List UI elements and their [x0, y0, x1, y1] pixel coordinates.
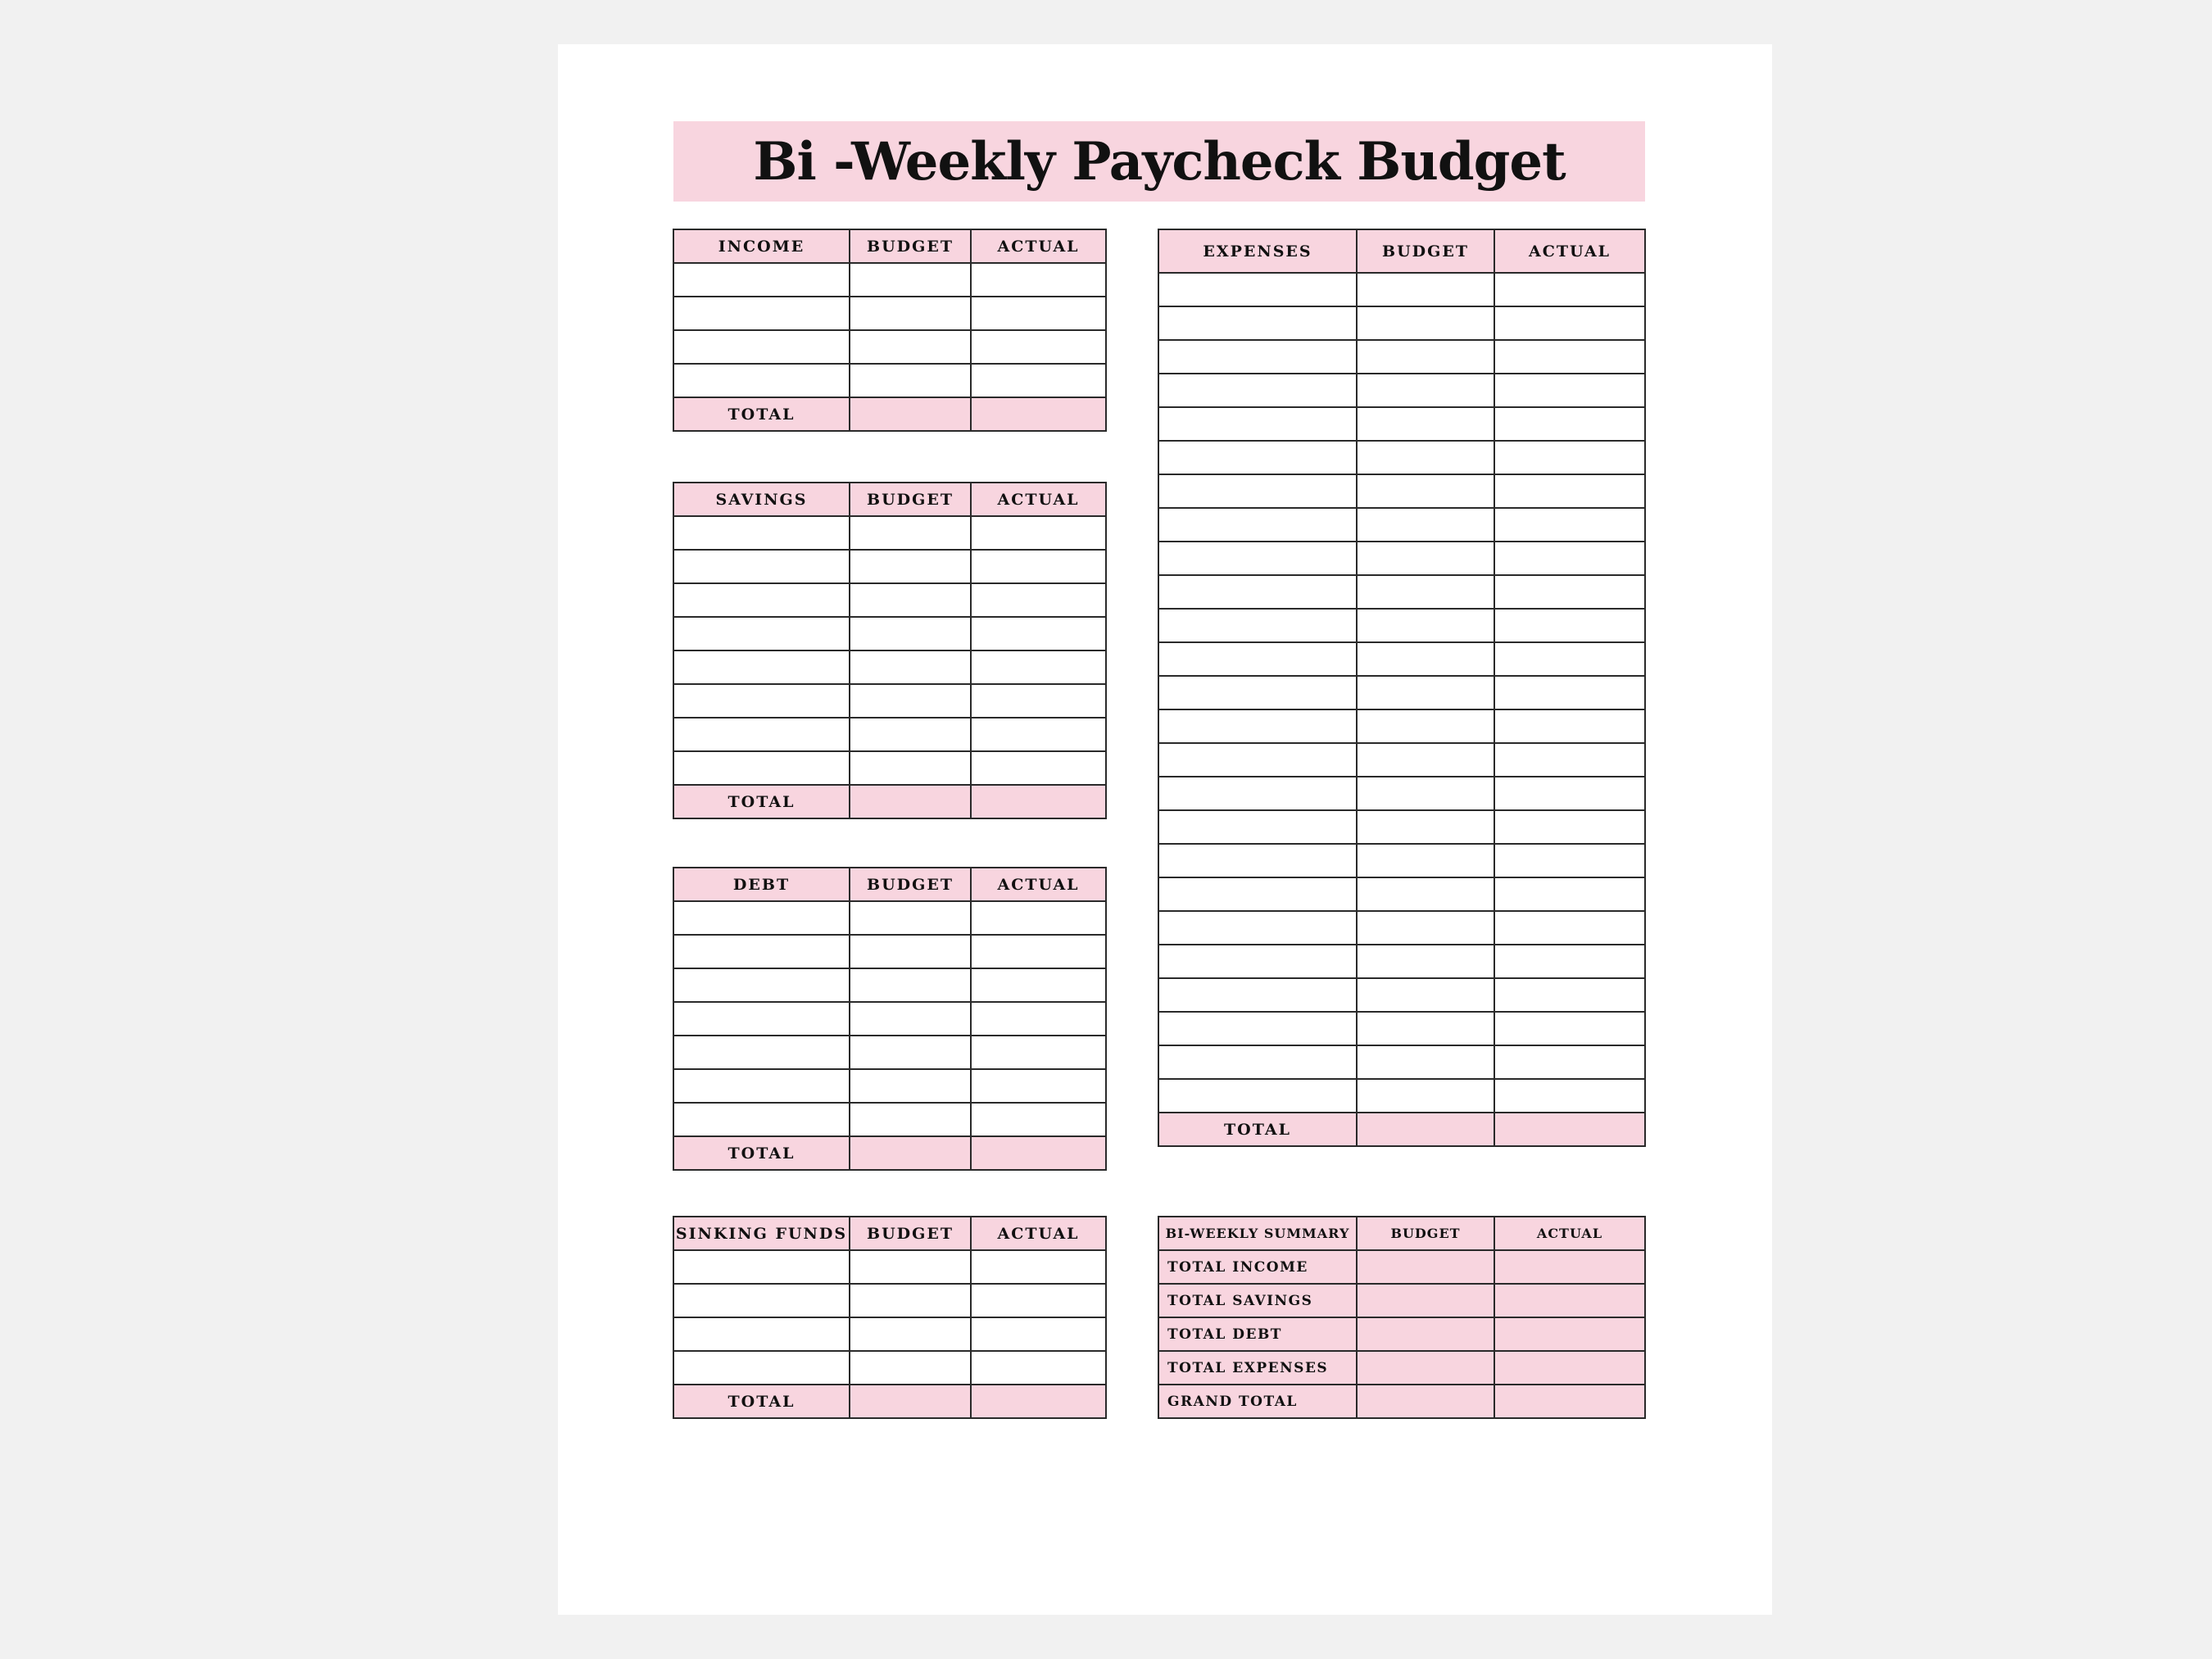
expenses-budget-cell[interactable]	[1357, 1079, 1494, 1113]
debt-row	[673, 935, 1106, 968]
expenses-budget-cell[interactable]	[1357, 474, 1494, 508]
savings-actual-cell[interactable]	[971, 550, 1106, 583]
expenses-budget-cell[interactable]	[1357, 676, 1494, 709]
summary-total-income-actual-cell[interactable]	[1494, 1250, 1645, 1284]
savings-row	[673, 684, 1106, 718]
expenses-actual-cell[interactable]	[1494, 1045, 1645, 1079]
expenses-row	[1158, 743, 1645, 777]
debt-budget-cell[interactable]	[850, 935, 971, 968]
expenses-table	[1158, 229, 1646, 1147]
sinking-funds-total-row	[673, 1385, 1106, 1418]
expenses-header: EXPENSES	[1158, 229, 1357, 273]
expenses-budget-cell[interactable]	[1357, 810, 1494, 844]
expenses-actual-cell[interactable]	[1494, 273, 1645, 306]
sinking-funds-budget-cell[interactable]	[850, 1317, 971, 1351]
expenses-actual-cell[interactable]	[1494, 575, 1645, 609]
debt-row	[673, 968, 1106, 1002]
expenses-item-cell[interactable]	[1158, 642, 1357, 676]
summary-total-debt-budget-cell[interactable]	[1357, 1317, 1494, 1351]
expenses-budget-cell[interactable]	[1357, 542, 1494, 575]
expenses-actual-cell[interactable]	[1494, 1079, 1645, 1113]
expenses-row	[1158, 844, 1645, 877]
savings-item-cell[interactable]	[673, 617, 850, 650]
sinking-funds-row	[673, 1351, 1106, 1385]
debt-row	[673, 1002, 1106, 1036]
sinking-funds-total-label: TOTAL	[673, 1385, 850, 1418]
summary-total-expenses-label: TOTAL EXPENSES	[1158, 1351, 1357, 1385]
expenses-row	[1158, 777, 1645, 810]
expenses-actual-cell[interactable]	[1494, 474, 1645, 508]
income-item-cell[interactable]	[673, 364, 850, 397]
income-row	[673, 297, 1106, 330]
debt-budget-cell[interactable]	[850, 1069, 971, 1103]
debt-item-cell[interactable]	[673, 1002, 850, 1036]
debt-total-budget-cell[interactable]	[850, 1136, 971, 1170]
page-title: Bi -Weekly Paycheck Budget	[753, 130, 1566, 193]
sinking-funds-table	[673, 1216, 1107, 1419]
debt-row	[673, 1069, 1106, 1103]
expenses-item-cell[interactable]	[1158, 810, 1357, 844]
debt-budget-cell[interactable]	[850, 1103, 971, 1136]
savings-actual-cell[interactable]	[971, 516, 1106, 550]
savings-actual-cell[interactable]	[971, 583, 1106, 617]
income-total-actual-cell[interactable]	[971, 397, 1106, 431]
expenses-actual-cell[interactable]	[1494, 306, 1645, 340]
summary-header: BI-WEEKLY SUMMARY	[1158, 1217, 1357, 1250]
expenses-row	[1158, 1079, 1645, 1113]
expenses-item-cell[interactable]	[1158, 877, 1357, 911]
expenses-item-cell[interactable]	[1158, 609, 1357, 642]
debt-actual-cell[interactable]	[971, 1103, 1106, 1136]
income-header: INCOME	[673, 229, 850, 263]
expenses-row	[1158, 877, 1645, 911]
savings-row	[673, 650, 1106, 684]
income-budget-cell[interactable]	[850, 364, 971, 397]
expenses-actual-cell[interactable]	[1494, 709, 1645, 743]
expenses-row	[1158, 609, 1645, 642]
debt-header: DEBT	[673, 868, 850, 901]
savings-total-label: TOTAL	[673, 785, 850, 818]
expenses-row	[1158, 709, 1645, 743]
debt-row	[673, 1103, 1106, 1136]
income-item-cell[interactable]	[673, 297, 850, 330]
sinking-funds-row	[673, 1317, 1106, 1351]
expenses-row	[1158, 542, 1645, 575]
expenses-budget-cell[interactable]	[1357, 407, 1494, 441]
summary-grand-total-budget-cell[interactable]	[1357, 1385, 1494, 1418]
expenses-budget-cell[interactable]	[1357, 508, 1494, 542]
savings-actual-cell[interactable]	[971, 650, 1106, 684]
savings-table	[673, 482, 1107, 819]
expenses-actual-cell[interactable]	[1494, 945, 1645, 978]
income-row	[673, 364, 1106, 397]
expenses-item-cell[interactable]	[1158, 844, 1357, 877]
debt-item-cell[interactable]	[673, 935, 850, 968]
expenses-row	[1158, 945, 1645, 978]
savings-row	[673, 617, 1106, 650]
savings-item-cell[interactable]	[673, 550, 850, 583]
expenses-budget-cell[interactable]	[1357, 575, 1494, 609]
savings-item-cell[interactable]	[673, 650, 850, 684]
expenses-budget-cell[interactable]	[1357, 1045, 1494, 1079]
savings-row	[673, 751, 1106, 785]
expenses-total-budget-cell[interactable]	[1357, 1113, 1494, 1146]
expenses-budget-cell[interactable]	[1357, 374, 1494, 407]
savings-budget-header: BUDGET	[850, 483, 971, 516]
summary-row	[1158, 1284, 1645, 1317]
sinking-funds-total-actual-cell[interactable]	[971, 1385, 1106, 1418]
expenses-item-cell[interactable]	[1158, 1045, 1357, 1079]
savings-total-budget-cell[interactable]	[850, 785, 971, 818]
expenses-budget-cell[interactable]	[1357, 978, 1494, 1012]
expenses-row	[1158, 273, 1645, 306]
expenses-actual-cell[interactable]	[1494, 407, 1645, 441]
summary-total-debt-actual-cell[interactable]	[1494, 1317, 1645, 1351]
expenses-budget-cell[interactable]	[1357, 777, 1494, 810]
expenses-row	[1158, 642, 1645, 676]
debt-total-row	[673, 1136, 1106, 1170]
summary-row	[1158, 1351, 1645, 1385]
expenses-row	[1158, 1012, 1645, 1045]
debt-actual-header: ACTUAL	[971, 868, 1106, 901]
summary-row	[1158, 1250, 1645, 1284]
sinking-funds-row	[673, 1250, 1106, 1284]
sinking-funds-budget-cell[interactable]	[850, 1351, 971, 1385]
expenses-item-cell[interactable]	[1158, 978, 1357, 1012]
savings-budget-cell[interactable]	[850, 718, 971, 751]
expenses-item-cell[interactable]	[1158, 676, 1357, 709]
savings-actual-header: ACTUAL	[971, 483, 1106, 516]
expenses-actual-cell[interactable]	[1494, 877, 1645, 911]
savings-row	[673, 516, 1106, 550]
debt-actual-cell[interactable]	[971, 1069, 1106, 1103]
debt-actual-cell[interactable]	[971, 935, 1106, 968]
expenses-actual-cell[interactable]	[1494, 508, 1645, 542]
expenses-budget-cell[interactable]	[1357, 306, 1494, 340]
income-budget-cell[interactable]	[850, 330, 971, 364]
expenses-actual-cell[interactable]	[1494, 978, 1645, 1012]
expenses-actual-cell[interactable]	[1494, 743, 1645, 777]
expenses-budget-header: BUDGET	[1357, 229, 1494, 273]
expenses-budget-cell[interactable]	[1357, 844, 1494, 877]
debt-budget-cell[interactable]	[850, 1002, 971, 1036]
summary-table	[1158, 1216, 1646, 1419]
expenses-row	[1158, 508, 1645, 542]
expenses-budget-cell[interactable]	[1357, 911, 1494, 945]
summary-total-income-label: TOTAL INCOME	[1158, 1250, 1357, 1284]
income-total-label: TOTAL	[673, 397, 850, 431]
expenses-item-cell[interactable]	[1158, 374, 1357, 407]
expenses-total-row	[1158, 1113, 1645, 1146]
debt-total-label: TOTAL	[673, 1136, 850, 1170]
savings-item-cell[interactable]	[673, 751, 850, 785]
expenses-actual-cell[interactable]	[1494, 676, 1645, 709]
debt-item-cell[interactable]	[673, 1103, 850, 1136]
expenses-row	[1158, 306, 1645, 340]
sinking-funds-actual-cell[interactable]	[971, 1317, 1106, 1351]
expenses-row	[1158, 407, 1645, 441]
summary-total-savings-budget-cell[interactable]	[1357, 1284, 1494, 1317]
savings-budget-cell[interactable]	[850, 617, 971, 650]
savings-budget-cell[interactable]	[850, 583, 971, 617]
expenses-item-cell[interactable]	[1158, 542, 1357, 575]
summary-total-expenses-budget-cell[interactable]	[1357, 1351, 1494, 1385]
expenses-actual-cell[interactable]	[1494, 609, 1645, 642]
expenses-row	[1158, 911, 1645, 945]
expenses-row	[1158, 474, 1645, 508]
savings-row	[673, 583, 1106, 617]
expenses-item-cell[interactable]	[1158, 743, 1357, 777]
savings-item-cell[interactable]	[673, 684, 850, 718]
income-item-cell[interactable]	[673, 330, 850, 364]
expenses-item-cell[interactable]	[1158, 407, 1357, 441]
expenses-budget-cell[interactable]	[1357, 709, 1494, 743]
savings-actual-cell[interactable]	[971, 617, 1106, 650]
income-item-cell[interactable]	[673, 263, 850, 297]
debt-row	[673, 901, 1106, 935]
expenses-budget-cell[interactable]	[1357, 609, 1494, 642]
expenses-item-cell[interactable]	[1158, 508, 1357, 542]
expenses-budget-cell[interactable]	[1357, 1012, 1494, 1045]
income-actual-cell[interactable]	[971, 297, 1106, 330]
income-budget-header: BUDGET	[850, 229, 971, 263]
income-budget-cell[interactable]	[850, 263, 971, 297]
debt-budget-cell[interactable]	[850, 1036, 971, 1069]
summary-total-income-budget-cell[interactable]	[1357, 1250, 1494, 1284]
savings-row	[673, 550, 1106, 583]
expenses-item-cell[interactable]	[1158, 945, 1357, 978]
savings-actual-cell[interactable]	[971, 684, 1106, 718]
sinking-funds-item-cell[interactable]	[673, 1317, 850, 1351]
savings-row	[673, 718, 1106, 751]
sinking-funds-item-cell[interactable]	[673, 1284, 850, 1317]
expenses-row	[1158, 441, 1645, 474]
expenses-budget-cell[interactable]	[1357, 441, 1494, 474]
savings-budget-cell[interactable]	[850, 516, 971, 550]
expenses-row	[1158, 1045, 1645, 1079]
sinking-funds-item-cell[interactable]	[673, 1351, 850, 1385]
expenses-budget-cell[interactable]	[1357, 945, 1494, 978]
expenses-actual-cell[interactable]	[1494, 810, 1645, 844]
debt-actual-cell[interactable]	[971, 968, 1106, 1002]
sinking-funds-actual-cell[interactable]	[971, 1250, 1106, 1284]
expenses-item-cell[interactable]	[1158, 1012, 1357, 1045]
sinking-funds-actual-cell[interactable]	[971, 1284, 1106, 1317]
debt-actual-cell[interactable]	[971, 901, 1106, 935]
debt-row	[673, 1036, 1106, 1069]
expenses-item-cell[interactable]	[1158, 1079, 1357, 1113]
income-actual-cell[interactable]	[971, 263, 1106, 297]
expenses-item-cell[interactable]	[1158, 306, 1357, 340]
income-row	[673, 263, 1106, 297]
expenses-actual-cell[interactable]	[1494, 441, 1645, 474]
income-row	[673, 330, 1106, 364]
debt-budget-header: BUDGET	[850, 868, 971, 901]
expenses-row	[1158, 978, 1645, 1012]
summary-total-savings-label: TOTAL SAVINGS	[1158, 1284, 1357, 1317]
sinking-funds-total-budget-cell[interactable]	[850, 1385, 971, 1418]
expenses-actual-cell[interactable]	[1494, 340, 1645, 374]
income-budget-cell[interactable]	[850, 297, 971, 330]
income-actual-cell[interactable]	[971, 330, 1106, 364]
debt-item-cell[interactable]	[673, 1069, 850, 1103]
income-actual-cell[interactable]	[971, 364, 1106, 397]
debt-item-cell[interactable]	[673, 968, 850, 1002]
sinking-funds-budget-cell[interactable]	[850, 1250, 971, 1284]
summary-grand-total-actual-cell[interactable]	[1494, 1385, 1645, 1418]
sinking-funds-row	[673, 1284, 1106, 1317]
expenses-actual-cell[interactable]	[1494, 911, 1645, 945]
savings-total-row	[673, 785, 1106, 818]
sinking-funds-actual-header: ACTUAL	[971, 1217, 1106, 1250]
summary-row	[1158, 1385, 1645, 1418]
summary-budget-header: BUDGET	[1357, 1217, 1494, 1250]
sinking-funds-actual-cell[interactable]	[971, 1351, 1106, 1385]
expenses-total-label: TOTAL	[1158, 1113, 1357, 1146]
title-band	[673, 121, 1645, 202]
summary-grand-total-label: GRAND TOTAL	[1158, 1385, 1357, 1418]
savings-item-cell[interactable]	[673, 516, 850, 550]
income-actual-header: ACTUAL	[971, 229, 1106, 263]
debt-item-cell[interactable]	[673, 901, 850, 935]
expenses-actual-cell[interactable]	[1494, 642, 1645, 676]
expenses-item-cell[interactable]	[1158, 911, 1357, 945]
debt-item-cell[interactable]	[673, 1036, 850, 1069]
savings-actual-cell[interactable]	[971, 718, 1106, 751]
expenses-actual-cell[interactable]	[1494, 1012, 1645, 1045]
expenses-budget-cell[interactable]	[1357, 642, 1494, 676]
expenses-item-cell[interactable]	[1158, 441, 1357, 474]
savings-budget-cell[interactable]	[850, 684, 971, 718]
summary-total-debt-label: TOTAL DEBT	[1158, 1317, 1357, 1351]
savings-budget-cell[interactable]	[850, 550, 971, 583]
summary-row	[1158, 1317, 1645, 1351]
expenses-total-actual-cell[interactable]	[1494, 1113, 1645, 1146]
sinking-funds-item-cell[interactable]	[673, 1250, 850, 1284]
debt-table	[673, 867, 1107, 1171]
savings-actual-cell[interactable]	[971, 751, 1106, 785]
debt-budget-cell[interactable]	[850, 901, 971, 935]
savings-item-cell[interactable]	[673, 718, 850, 751]
expenses-row	[1158, 575, 1645, 609]
sinking-funds-budget-header: BUDGET	[850, 1217, 971, 1250]
expenses-actual-cell[interactable]	[1494, 844, 1645, 877]
expenses-row	[1158, 810, 1645, 844]
savings-header: SAVINGS	[673, 483, 850, 516]
expenses-budget-cell[interactable]	[1357, 340, 1494, 374]
summary-total-expenses-actual-cell[interactable]	[1494, 1351, 1645, 1385]
expenses-actual-cell[interactable]	[1494, 777, 1645, 810]
expenses-actual-cell[interactable]	[1494, 542, 1645, 575]
expenses-budget-cell[interactable]	[1357, 743, 1494, 777]
expenses-item-cell[interactable]	[1158, 474, 1357, 508]
expenses-row	[1158, 676, 1645, 709]
debt-budget-cell[interactable]	[850, 968, 971, 1002]
expenses-item-cell[interactable]	[1158, 709, 1357, 743]
debt-actual-cell[interactable]	[971, 1036, 1106, 1069]
expenses-item-cell[interactable]	[1158, 575, 1357, 609]
income-total-row	[673, 397, 1106, 431]
savings-budget-cell[interactable]	[850, 650, 971, 684]
expenses-budget-cell[interactable]	[1357, 273, 1494, 306]
expenses-budget-cell[interactable]	[1357, 877, 1494, 911]
expenses-actual-header: ACTUAL	[1494, 229, 1645, 273]
savings-total-actual-cell[interactable]	[971, 785, 1106, 818]
expenses-row	[1158, 374, 1645, 407]
expenses-item-cell[interactable]	[1158, 273, 1357, 306]
savings-budget-cell[interactable]	[850, 751, 971, 785]
sinking-funds-header: SINKING FUNDS	[673, 1217, 850, 1250]
expenses-item-cell[interactable]	[1158, 777, 1357, 810]
income-total-budget-cell[interactable]	[850, 397, 971, 431]
income-table	[673, 229, 1107, 432]
expenses-actual-cell[interactable]	[1494, 374, 1645, 407]
summary-total-savings-actual-cell[interactable]	[1494, 1284, 1645, 1317]
savings-item-cell[interactable]	[673, 583, 850, 617]
debt-total-actual-cell[interactable]	[971, 1136, 1106, 1170]
sinking-funds-budget-cell[interactable]	[850, 1284, 971, 1317]
expenses-item-cell[interactable]	[1158, 340, 1357, 374]
debt-actual-cell[interactable]	[971, 1002, 1106, 1036]
expenses-row	[1158, 340, 1645, 374]
summary-actual-header: ACTUAL	[1494, 1217, 1645, 1250]
